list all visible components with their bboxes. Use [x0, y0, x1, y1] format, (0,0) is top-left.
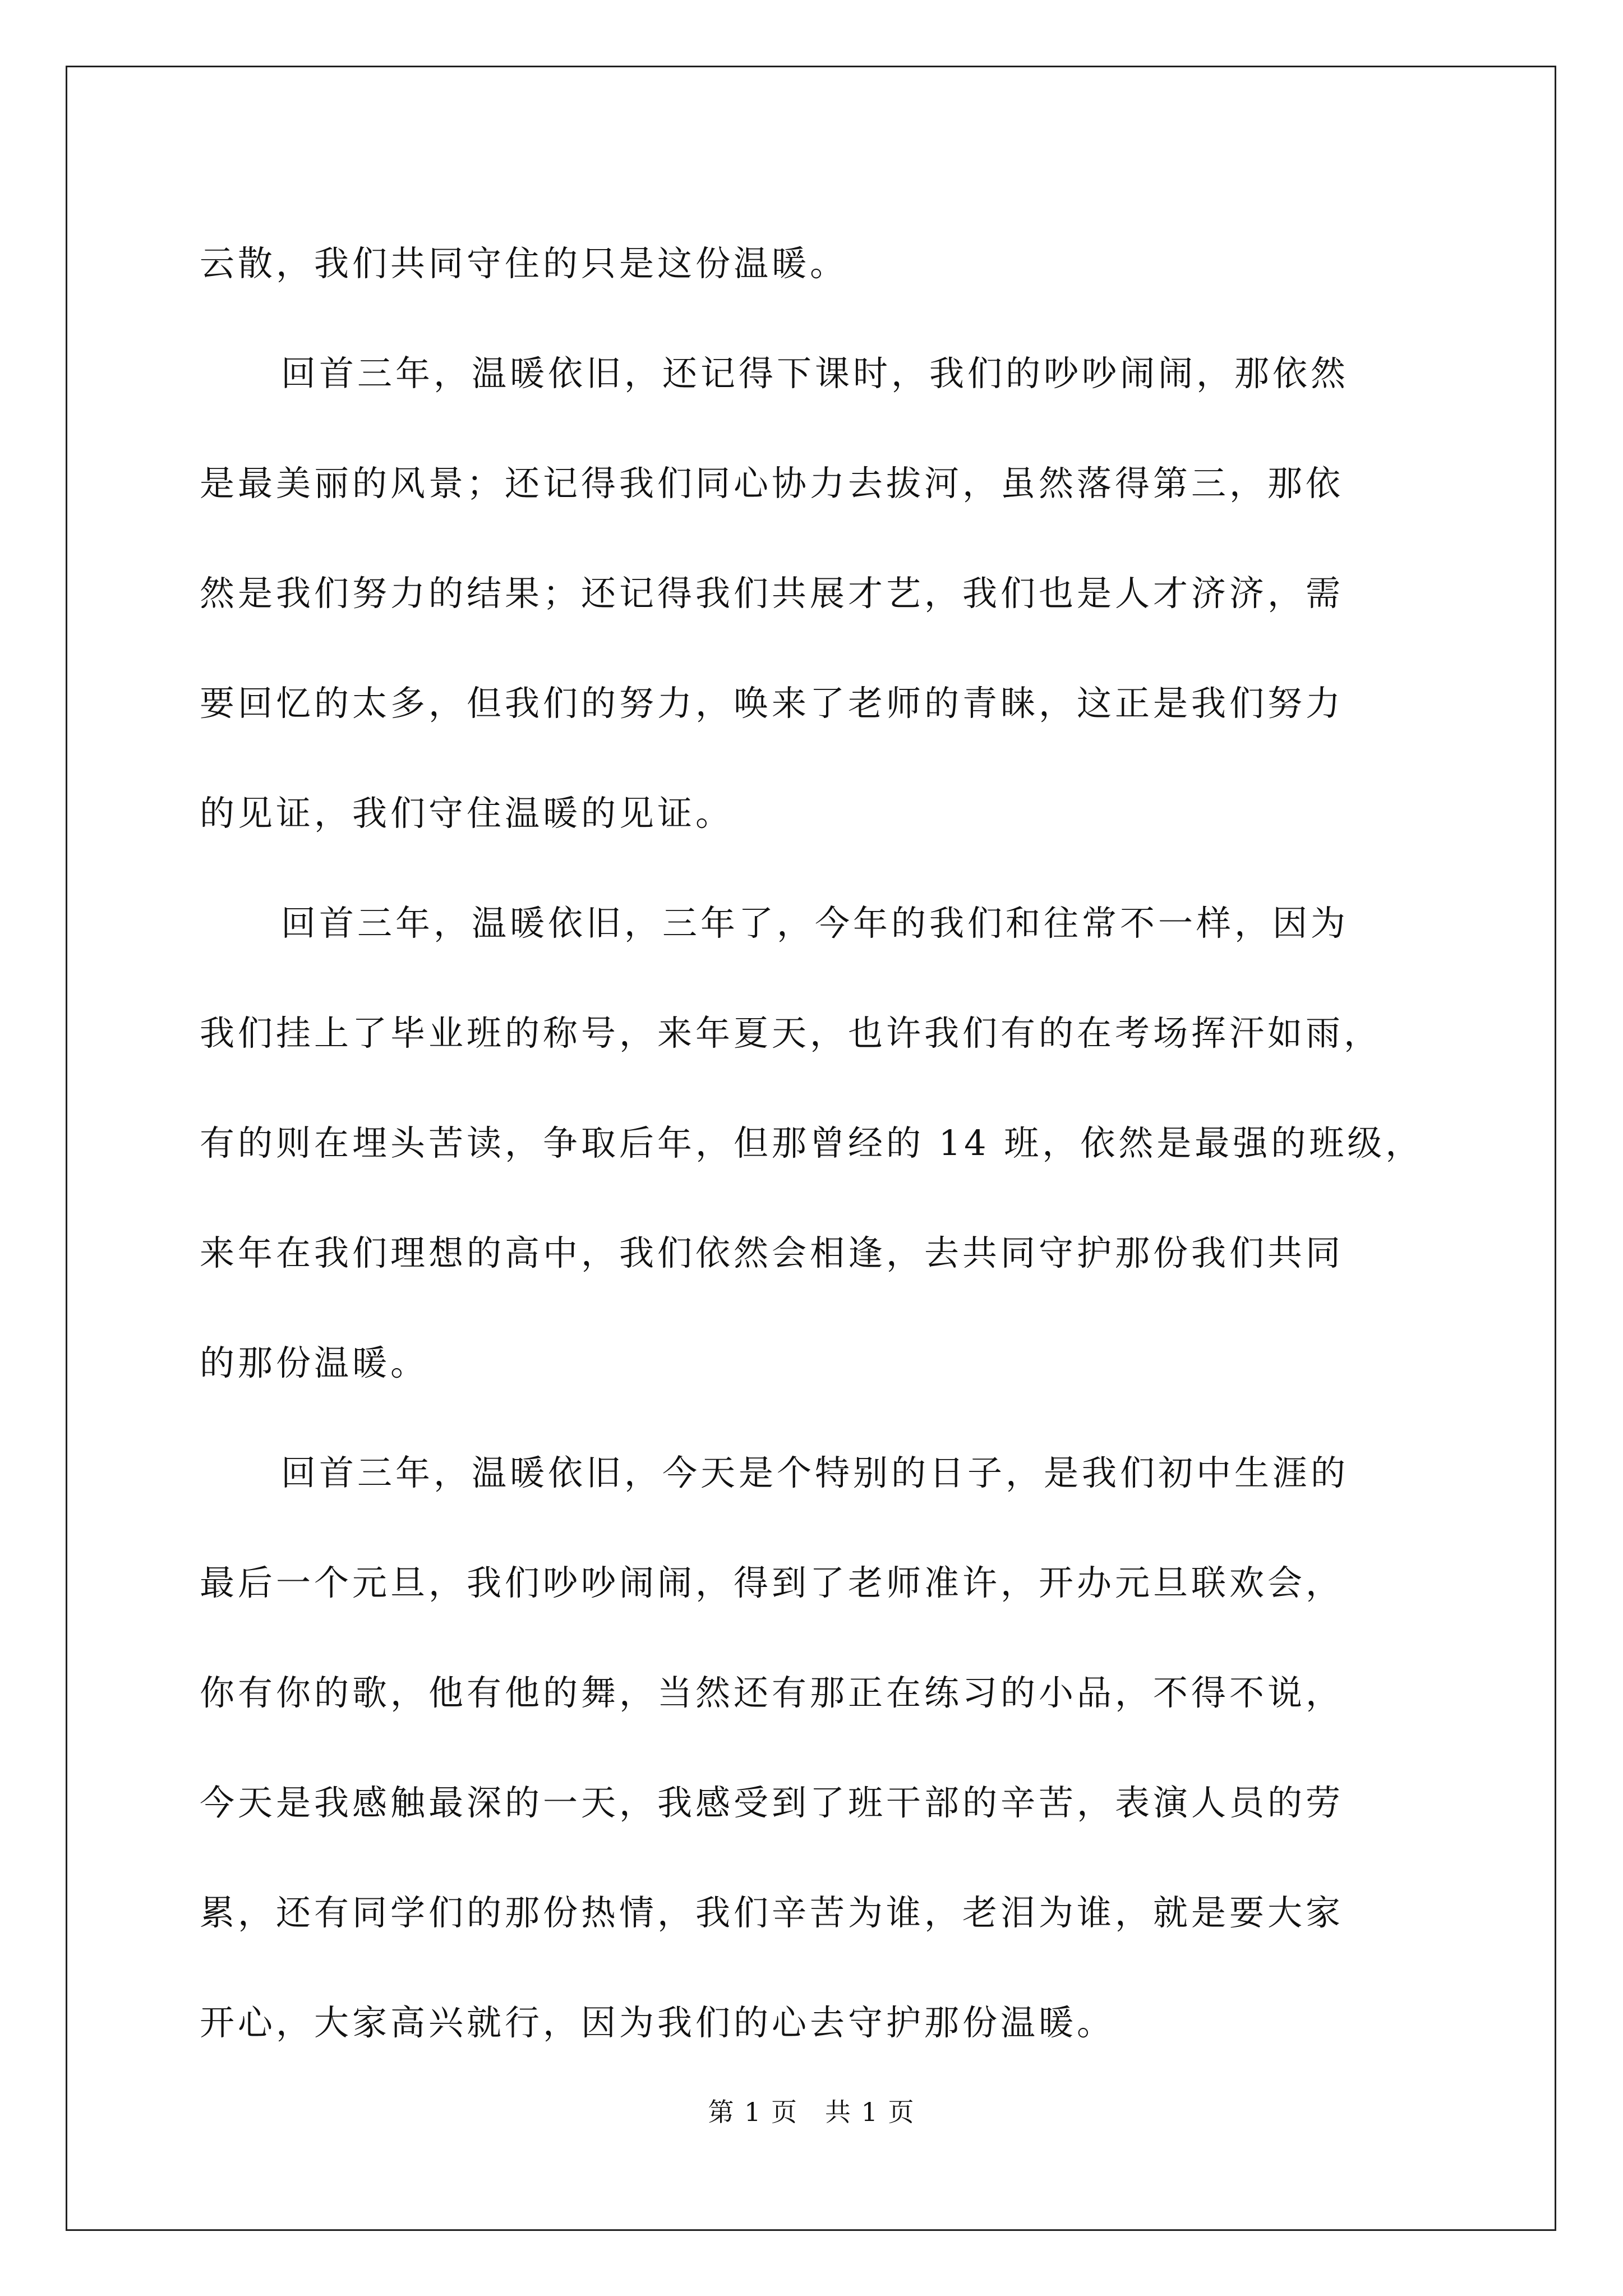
text-line: 今天是我感触最深的一天，我感受到了班干部的辛苦，表演人员的劳 — [200, 1782, 1344, 1823]
paragraph — [200, 209, 1461, 319]
text-line: 要回忆的太多，但我们的努力，唤来了老师的青睐，这正是我们努力 — [200, 683, 1344, 724]
text-line: 最后一个元旦，我们吵吵闹闹，得到了老师准许，开办元旦联欢会， — [200, 1562, 1344, 1603]
text-line: 是最美丽的风景；还记得我们同心协力去拔河，虽然落得第三，那依 — [200, 463, 1344, 504]
page-total: 共 1 页 — [825, 2097, 915, 2127]
document-body — [200, 209, 1461, 2078]
text-line: 的那份温暖。 — [200, 1342, 429, 1383]
text-line: 来年在我们理想的高中，我们依然会相逢，去共同守护那份我们共同 — [200, 1232, 1344, 1273]
text-line: 开心，大家高兴就行，因为我们的心去守护那份温暖。 — [200, 2002, 1115, 2043]
page-number: 第 1 页 — [708, 2097, 798, 2127]
text-line: 回首三年，温暖依旧，还记得下课时，我们的吵吵闹闹，那依然 — [281, 353, 1349, 394]
paragraph — [200, 1418, 1461, 2078]
text-line: 你有你的歌，他有他的舞，当然还有那正在练习的小品，不得不说， — [200, 1672, 1344, 1713]
text-line: 的见证，我们守住温暖的见证。 — [200, 793, 734, 834]
text-line: 累，还有同学们的那份热情，我们辛苦为谁，老泪为谁，就是要大家 — [200, 1892, 1344, 1933]
page-footer — [0, 2095, 1623, 2129]
paragraph — [200, 868, 1461, 1418]
text-line: 有的则在埋头苦读，争取后年，但那曾经的 14 班，依然是最强的班级， — [200, 1122, 1424, 1163]
paragraph — [200, 319, 1461, 868]
text-line: 然是我们努力的结果；还记得我们共展才艺，我们也是人才济济，需 — [200, 573, 1344, 614]
text-line: 回首三年，温暖依旧，三年了，今年的我们和往常不一样，因为 — [281, 903, 1349, 944]
text-line: 云散，我们共同守住的只是这份温暖。 — [200, 243, 849, 284]
text-line: 我们挂上了毕业班的称号，来年夏天，也许我们有的在考场挥汗如雨， — [200, 1013, 1382, 1053]
text-line: 回首三年，温暖依旧，今天是个特别的日子，是我们初中生涯的 — [281, 1452, 1349, 1493]
